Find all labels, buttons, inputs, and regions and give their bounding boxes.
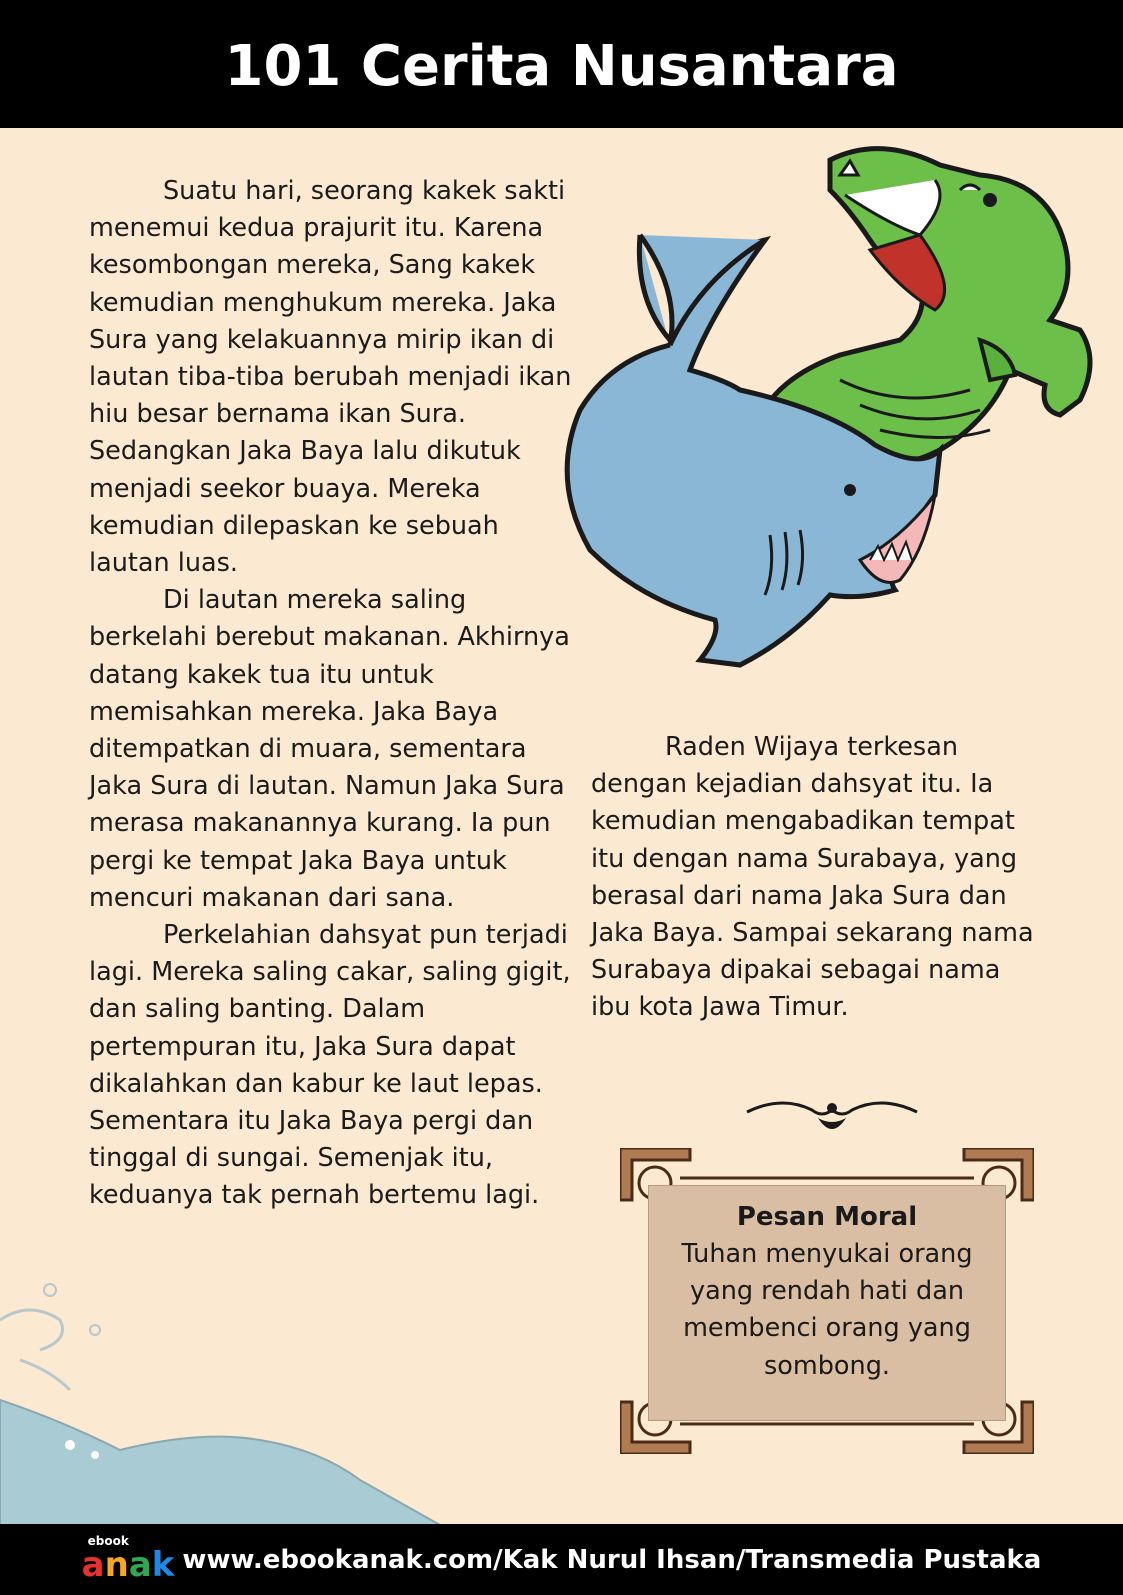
logo-letter: a bbox=[81, 1544, 105, 1585]
story-paragraph: Perkelahian dahsyat pun terjadi lagi. Mereka saling cakar, saling gigit, dan saling banting. Dalam pertempuran itu, Jaka Sura dapat dikalahkan dan kabur ke laut lepas. Sementara itu Jaka Baya pergi dan tinggal di sungai. Semenjak itu, keduanya tak pernah bertemu lagi. bbox=[89, 920, 571, 1211]
shark-crocodile-illustration bbox=[540, 140, 1115, 695]
story-paragraph: Suatu hari, seorang kakek sakti menemui kedua prajurit itu. Karena kesombongan mereka, Sang kakek kemudian menghukum mereka. Jaka Sura yang kelakuannya mirip ikan di lautan tiba-tiba berubah menjadi ikan hiu besar bernama ikan Sura. Sedangkan Jaka Baya lalu dikutuk menjadi seekor buaya. Mereka kemudian dilepaskan ke sebuah lautan luas. bbox=[89, 176, 572, 579]
splash-icon bbox=[0, 1280, 440, 1525]
shark-icon bbox=[567, 235, 940, 665]
story-paragraph: Raden Wijaya terkesan dengan kejadian dahsyat itu. Ia kemudian mengabadikan tempat itu dengan nama Surabaya, yang berasal dari nama Jaka Sura dan Jaka Baya. Sampai sekarang nama Surabaya dipakai sebagai nama ibu kota Jawa Timur. bbox=[591, 732, 1034, 1023]
footer-credit-link[interactable]: www.ebookanak.com/Kak Nurul Ihsan/Transmedia Pustaka bbox=[182, 1544, 1042, 1575]
story-paragraph: Di lautan mereka saling berkelahi berebut makanan. Akhirnya datang kakek tua itu untuk memisahkan mereka. Jaka Baya ditempatkan di muara, sementara Jaka Sura di lautan. Namun Jaka Sura merasa makanannya kurang. Ia pun pergi ke tempat Jaka Baya untuk mencuri makanan dari sana. bbox=[89, 585, 570, 913]
logo-letter: a bbox=[128, 1544, 152, 1585]
story-right-column bbox=[591, 729, 1041, 1027]
moral-title: Pesan Moral bbox=[736, 1202, 918, 1232]
logo-ebook-text: ebook bbox=[87, 1533, 129, 1548]
story-left-column bbox=[89, 173, 579, 1215]
moral-message-box bbox=[648, 1185, 1006, 1421]
logo-letter: k bbox=[151, 1544, 175, 1585]
page-footer bbox=[0, 1524, 1123, 1595]
moral-text: Tuhan menyukai orang yang rendah hati dan membenci orang yang sombong. bbox=[681, 1239, 973, 1381]
ebookanak-logo bbox=[81, 1533, 175, 1585]
flourish-icon bbox=[742, 1090, 922, 1140]
page-title: 101 Cerita Nusantara bbox=[224, 33, 899, 99]
page-header bbox=[0, 0, 1123, 128]
logo-letter: n bbox=[104, 1544, 129, 1585]
